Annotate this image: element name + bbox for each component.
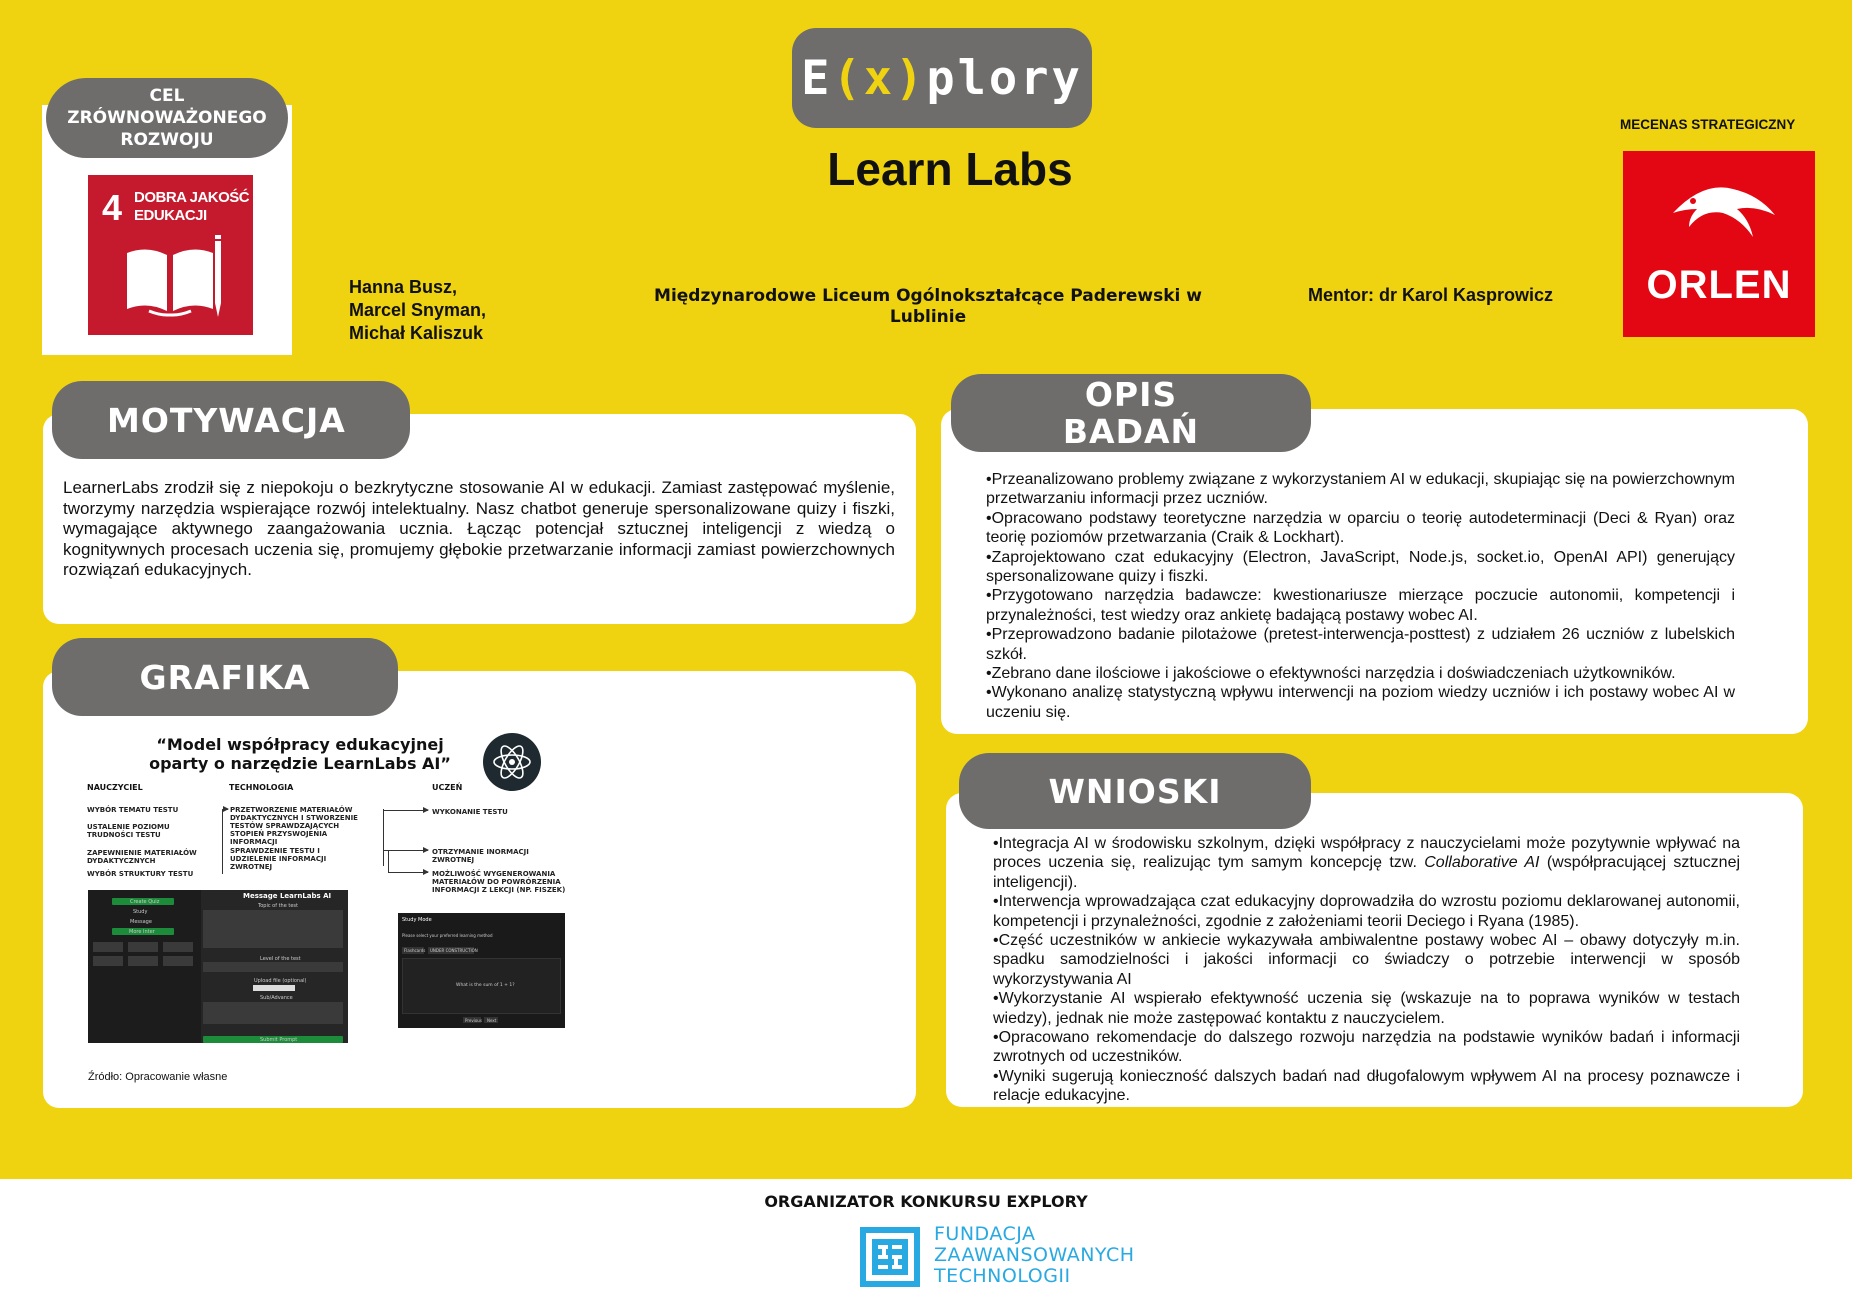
opis-title-1: OPIS bbox=[1084, 375, 1178, 414]
grafika-title: GRAFIKA bbox=[139, 657, 311, 697]
screen1-upload-label: Upload file (optional) bbox=[254, 978, 307, 984]
teacher-item: WYBÓR TEMATU TESTU bbox=[87, 806, 179, 814]
screen1-tile bbox=[128, 942, 158, 952]
arrow bbox=[383, 850, 428, 851]
orlen-text: ORLEN bbox=[1646, 263, 1792, 307]
eagle-icon bbox=[1663, 175, 1783, 245]
teacher-item: ZAPEWNIENIE MATERIAŁÓW DYDAKTYCZNYCH bbox=[87, 849, 197, 865]
arrow bbox=[222, 809, 228, 810]
screen1-type-label: Topic of the test bbox=[258, 903, 298, 909]
author-3: Michał Kaliszuk bbox=[349, 323, 484, 343]
wnioski-item: •Opracowano rekomendacje do dalszego rozwoju narzędzia na podstawie wyników badań i informacji zwrotnych od uczestników. bbox=[993, 1029, 1740, 1066]
screen1-title: Message LearnLabs AI bbox=[243, 892, 332, 900]
app-screenshot-1 bbox=[88, 890, 348, 1043]
teacher-item: WYBÓR STRUKTURY TESTU bbox=[87, 870, 194, 878]
sdg-goal-icon bbox=[88, 175, 253, 335]
grafika-header bbox=[52, 638, 398, 716]
patron-label: MECENAS STRATEGICZNY bbox=[1620, 117, 1796, 132]
teacher-item: USTALENIE POZIOMU TRUDNOŚCI TESTU bbox=[87, 823, 170, 839]
opis-item: •Przeprowadzono badanie pilotażowe (pretest-interwencja-posttest) z udziałem 26 uczniów z lubelskich szkół. bbox=[986, 626, 1735, 663]
wnioski-item: •Wykorzystanie AI wspierało efektywność uczenia się (wskazuje na to poprawa wyników w testach wiedzy), jednak nie może zastępować kontaktu z nauczycielem. bbox=[993, 990, 1740, 1027]
tech-item: SPRAWDZENIE TESTU I UDZIELENIE INFORMACJI ZWROTNEJ bbox=[230, 847, 327, 871]
screen1-btn-4-label: More Inter bbox=[129, 929, 155, 935]
wnioski-item: •Interwencja wprowadzająca czat edukacyjny doprowadziła do wzrostu poziomu deklarowanej autonomii, kompetencji i przynależności, zgodnie z założeniami teorii Deciego i Ryana (1985). bbox=[993, 893, 1740, 930]
wnioski-list bbox=[993, 834, 1740, 1106]
brand-x: x bbox=[863, 50, 896, 106]
mentor: Mentor: dr Karol Kasprowicz bbox=[1308, 285, 1554, 305]
opis-header bbox=[951, 374, 1311, 452]
brand-prefix: E bbox=[801, 50, 833, 106]
screen1-tile bbox=[163, 956, 193, 966]
screen1-btn-1-label: Create Quiz bbox=[130, 899, 160, 905]
screen1-topic-field bbox=[203, 910, 343, 948]
explory-logo bbox=[792, 28, 1092, 128]
screen1-tile bbox=[163, 942, 193, 952]
tech-item: PRZETWORZENIE MATERIAŁÓW DYDAKTYCZNYCH I STWORZENIE TESTÓW SPRAWDZAJĄCYCH STOPIEŃ PRZYSWOJENIA INFORMACJI bbox=[230, 806, 358, 846]
screen2-prompt: Please select your preferred learning method bbox=[402, 933, 493, 938]
motywacja-header bbox=[52, 381, 410, 459]
screen1-sub-label: Sub/Advance bbox=[260, 995, 293, 1001]
student-item: WYKONANIE TESTU bbox=[432, 808, 508, 816]
col-tech: TECHNOLOGIA bbox=[229, 783, 294, 792]
collaboration-diagram bbox=[80, 724, 580, 1044]
wnioski-item: •Integracja AI w środowisku szkolnym, dzięki współpracy z nauczycielami może pozytywnie wpływać na proces uczenia się, realizując tym samym koncepcję tzw. Collaborative AI (współpracującej sztucznej inteligencji). bbox=[993, 835, 1741, 891]
app-screenshot-2 bbox=[398, 913, 565, 1028]
student-item: OTRZYMANIE INORMACJI ZWROTNEJ bbox=[432, 848, 529, 864]
page-title: Learn Labs bbox=[827, 143, 1073, 195]
opis-item: •Wykonano analizę statystyczną wpływu interwencji na poziom wiedzy uczniów i ich postawy wobec AI w uczeniu się. bbox=[986, 684, 1735, 721]
footer bbox=[0, 1179, 1852, 1306]
wnioski-title: WNIOSKI bbox=[1048, 771, 1222, 811]
opis-list bbox=[986, 470, 1735, 722]
author-2: Marcel Snyman, bbox=[349, 300, 487, 320]
screen1-tile bbox=[93, 942, 123, 952]
author-1: Hanna Busz, bbox=[349, 277, 458, 297]
arrow bbox=[388, 872, 428, 873]
screen1-tile bbox=[128, 956, 158, 966]
screen2-next-label: Next bbox=[487, 1018, 497, 1023]
arrow bbox=[383, 810, 428, 811]
screen1-btn-2-label: Study bbox=[133, 909, 148, 915]
student-item: MOŻLIWOŚĆ WYGENEROWANIA MATERIAŁÓW DO POWRÓRZENIA INFORMACJI Z LEKCJI (NP. FISZEK) bbox=[432, 870, 566, 894]
opis-item: •Zaprojektowano czat edukacyjny (Electron, JavaScript, Node.js, socket.io, OpenAI API) generujący spersonalizowane quizy i fiszki. bbox=[986, 548, 1735, 586]
sdg-text-1: DOBRA JAKOŚĆ bbox=[134, 189, 250, 206]
screen2-prev-label: Previous bbox=[465, 1018, 482, 1023]
screen2-question: What is the sum of 1 + 1? bbox=[456, 983, 515, 988]
school-name: Międzynarodowe Liceum Ogólnokształcące Paderewski w Lublinie bbox=[654, 286, 1202, 327]
wnioski-header bbox=[959, 753, 1311, 829]
screen2-opt-1-label: Flashcards bbox=[404, 948, 426, 953]
sdg-text-2: EDUKACJI bbox=[134, 207, 207, 224]
screen1-btn-3-label: Message bbox=[130, 919, 152, 925]
source-note: Źródło: Opracowanie własne bbox=[88, 1071, 228, 1083]
sdg-number: 4 bbox=[102, 187, 123, 228]
brand-paren-open: ( bbox=[832, 50, 864, 106]
brand-paren-close: ) bbox=[895, 50, 927, 106]
opis-item: •Przygotowano narzędzia badawcze: kwestionariusze mierzące poczucie autonomii, kompetencji i przynależności, test wiedzy oraz ankietę badającą postawy wobec AI. bbox=[986, 587, 1735, 624]
opis-item: •Przeanalizowano problemy związane z wykorzystaniem AI w edukacji, skupiając się na powierzchownym przetwarzaniu informacji przez uczniów. bbox=[986, 471, 1735, 508]
col-teacher: NAUCZYCIEL bbox=[87, 783, 143, 792]
screen1-tile bbox=[93, 956, 123, 966]
fundacja-name: FUNDACJA ZAAWANSOWANYCH TECHNOLOGII bbox=[934, 1223, 1135, 1287]
organizer-label: ORGANIZATOR KONKURSU EXPLORY bbox=[764, 1192, 1088, 1211]
atom-icon bbox=[483, 733, 541, 791]
motywacja-title: MOTYWACJA bbox=[107, 400, 346, 440]
screen2-title: Study Mode bbox=[402, 917, 432, 923]
opis-title-2: BADAŃ bbox=[1062, 412, 1200, 451]
diagram-title: “Model współpracy edukacyjnej oparty o narzędzie LearnLabs AI” bbox=[149, 735, 451, 773]
screen1-sub-field bbox=[203, 1002, 343, 1024]
authors bbox=[349, 276, 486, 345]
sdg-label: CEL ZRÓWNOWAŻONEGO ROZWOJU bbox=[46, 78, 288, 158]
screen1-level-label: Level of the test bbox=[260, 956, 301, 962]
col-student: UCZEŃ bbox=[432, 783, 463, 792]
fundacja-logo-icon bbox=[860, 1227, 920, 1287]
screen2-opt-2-label: UNDER CONSTRUCTION bbox=[430, 948, 478, 953]
wnioski-item: •Część uczestników w ankiecie wykazywała ambiwalentne postawy wobec AI – obawy dotyczyły m.in. spadku samodzielności i jakości informacji co świadczy o potrzebie interwencji w sposób wykorzystywania AI bbox=[993, 932, 1740, 988]
screen1-level-field bbox=[203, 962, 343, 972]
wnioski-item: •Wyniki sugerują konieczność dalszych badań nad długofalowym wpływem AI na procesy poznawcze i relacje edukacyjne. bbox=[993, 1067, 1740, 1105]
brand-suffix: plory bbox=[926, 50, 1083, 106]
connector bbox=[222, 809, 223, 874]
motywacja-text: LearnerLabs zrodził się z niepokoju o bezkrytyczne stosowanie AI w edukacji. Zamiast zastępować myślenie, tworzymy narzędzia wspierające rozwój intelektualny. Nasz chatbot generuje spersonalizowane quizy i fiszki, wymagające aktywnego zaangażowania ucznia. Łącząc potencjał sztucznej inteligencji z wiedzą o kognitywnych procesach uczenia się, promujemy głębokie przetwarzanie informacji zamiast powierzchownych rozwiązań edukacyjnych. bbox=[63, 478, 895, 579]
screen1-submit-label: Submit Prompt bbox=[260, 1037, 298, 1043]
screen1-upload-box bbox=[253, 985, 295, 991]
opis-item: •Opracowano podstawy teoretyczne narzędzia w oparciu o teorię autodeterminacji (Deci & Ryan) oraz teorię poziomów przetwarzania (Craik & Lockhart). bbox=[986, 509, 1735, 547]
opis-item: •Zebrano dane ilościowe i jakościowe o efektywności narzędzia i doświadczeniach użytkowników. bbox=[986, 665, 1676, 683]
connector bbox=[388, 850, 389, 872]
orlen-logo bbox=[1623, 151, 1815, 337]
connector bbox=[383, 809, 384, 866]
book-icon bbox=[123, 235, 223, 325]
